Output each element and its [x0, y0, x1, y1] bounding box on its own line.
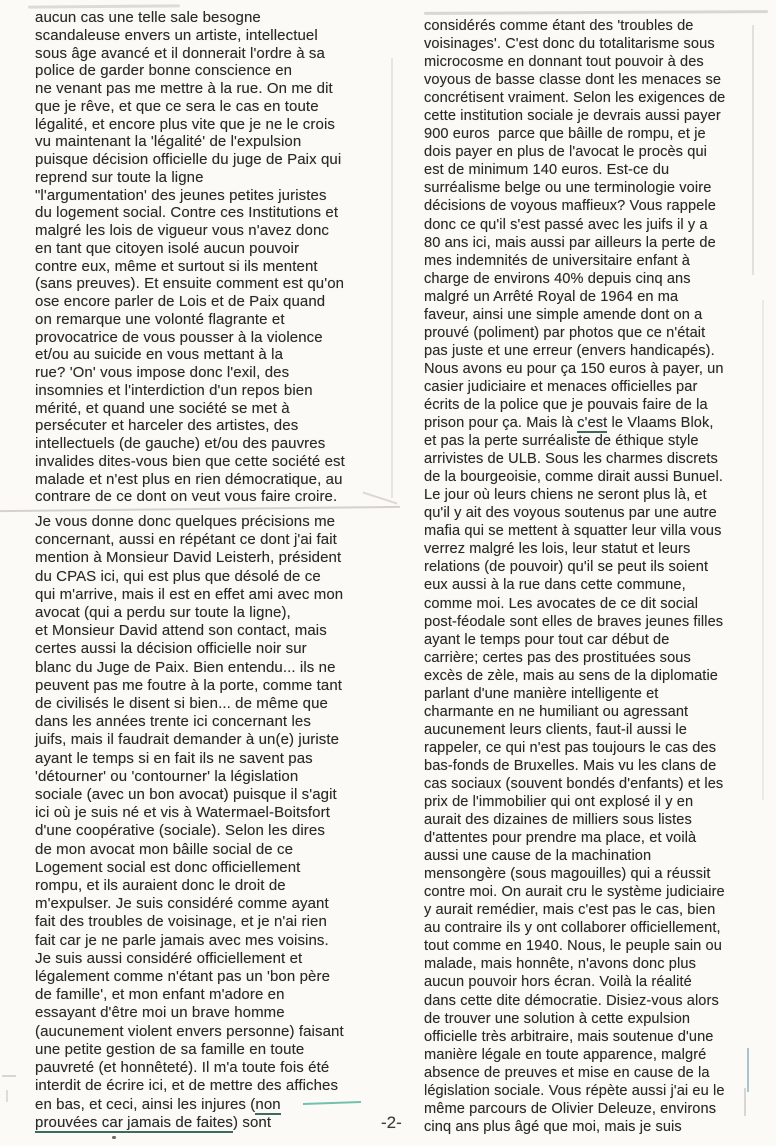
text-line: qu'il y ait des voyous soutenus par une autre — [424, 505, 717, 522]
scan-strip-edge-middle — [391, 58, 393, 498]
text-line: persécuter et harceler des artistes, des — [35, 417, 299, 435]
scan-strip-edge-right-top — [752, 25, 754, 275]
text-line: on remarque une volonté flagrante et — [35, 310, 285, 328]
text-line: (sans preuves). Et ensuite comment est qu'on — [35, 275, 345, 293]
text-line: verrez malgré les lois, leur statut et leurs — [424, 541, 691, 558]
text-line: et pas la perte surréaliste de éthique style — [424, 433, 699, 450]
text-line: avocat (qui a perdu sur toute la ligne), — [35, 604, 291, 622]
text-line: ose encore parler de Lois et de Paix quand — [35, 293, 326, 310]
scan-edge-streak-top-right — [424, 10, 768, 15]
text-line: de mon avocat mon bâille social de ce — [35, 840, 294, 858]
page-number: -2- — [381, 1113, 402, 1132]
text-line: peuvent pas me foutre à la porte, comme tant — [35, 676, 343, 694]
text-line: écrits de la police que je pouvais faire de la — [424, 396, 708, 413]
text-line: contre eux, même et surtout si ils mentent — [35, 257, 318, 275]
text-line: prouvé (poliment) par photos que ce n'était — [424, 324, 706, 341]
text-line: ici où je suis né et vis à Watermael-Boitsfort — [35, 804, 330, 822]
text-line: eux aussi à la rue dans cette commune, — [424, 577, 686, 594]
text-line: qui m'arrive, mais il est en effet ami avec mon — [35, 585, 344, 603]
text-line: Je vous donne donc quelques précisions me — [35, 513, 336, 530]
scan-strip-edge-right-bottom — [744, 1088, 746, 1116]
text-line: comme moi. Les avocates de ce dit social — [424, 595, 699, 612]
text-line: ayant le temps si en fait ils ne savent pas — [35, 749, 313, 767]
text-line: reprend sur toute la ligne — [35, 168, 204, 186]
paragraph-block — [35, 9, 345, 506]
text-line: Le jour où leurs chiens ne seront plus là, et — [424, 487, 707, 504]
text-line: intellectuels (de gauche) et/ou des pauvres — [35, 435, 326, 452]
text-line: voisinages'. C'est donc du totalitarisme sous — [424, 36, 715, 53]
text-line: malgré un Arrêté Royal de 1964 en ma — [424, 288, 679, 305]
text-line: même parcours de Olivier Deleuze, environs — [424, 1100, 717, 1117]
right-column — [424, 17, 725, 1136]
text-line: faveur, ainsi une simple amende dont on a — [424, 306, 703, 323]
text-line: rompu, et ils auraient donc le droit de — [35, 877, 286, 895]
text-line: aucunement leurs clients, faut-il aussi le — [424, 721, 687, 738]
text-line: ayant le temps pour tout car début de — [424, 631, 670, 648]
text-line: du CPAS ici, qui est plus que désolé de ce — [35, 567, 321, 585]
text-line: carrière; certes pas des prostituées sous — [424, 649, 691, 666]
text-line: surréalisme belge ou une terminologie voire — [424, 180, 712, 197]
text-line: en bas, et ceci, ainsi les injures (non — [35, 1095, 281, 1113]
text-line: relations (de pouvoir) qu'il se peut ils soient — [424, 559, 709, 576]
text-line: cette institution sociale je devrais aussi payer — [424, 108, 721, 125]
text-line: interdit de écrire ici, et de mettre des affiches — [35, 1077, 339, 1095]
text-line: bas-fonds de Bruxelles. Mais vu les clans de — [424, 757, 717, 774]
text-line: microcosme en donnant tout pouvoir à des — [424, 54, 704, 71]
text-line: fait car je ne parle jamais avec mes voisins. — [35, 931, 329, 949]
text-line: prouvées car jamais de faites) sont — [35, 1113, 272, 1131]
text-line: post-féodale sont elles de braves jeunes filles — [424, 613, 724, 630]
text-line: de famille', et mon enfant m'adore en — [35, 986, 285, 1004]
text-line: arrivistes de ULB. Sous les charmes discrets — [424, 451, 718, 468]
text-line: 80 ans ici, mais aussi par ailleurs la perte de — [424, 234, 716, 251]
text-line: tout comme en 1940. Nous, le peuple sain ou — [424, 938, 722, 955]
text-line: de trouver une solution à cette expulsion — [424, 1010, 691, 1027]
text-line: décisions de voyous maffieux? Vous rappele — [424, 198, 716, 215]
text-line: de civilisés le disent si bien... de même que — [35, 695, 328, 713]
left-column — [35, 9, 345, 1132]
text-line: malade et n'est plus en rien démocratique, au — [35, 470, 343, 488]
text-line: fait des troubles de voisinage, et je n'ai rien — [35, 913, 327, 931]
text-line: "l'argumentation' des jeunes petites juristes — [35, 186, 327, 204]
text-line: dans les années trente ici concernant les — [35, 713, 311, 731]
text-line: donc ce qu'il s'est passé avec les juifs il y a — [424, 216, 708, 233]
text-line: absence de preuves et mise en cause de la — [424, 1064, 710, 1081]
text-line: mes indemnités de universitaire enfant à — [424, 252, 691, 269]
text-line: Je suis aussi considéré officiellement et — [35, 949, 303, 967]
scan-edge-streak-top-left — [28, 4, 180, 8]
scan-strip-edge-right-mid — [762, 300, 764, 800]
paragraph-block — [424, 17, 725, 1136]
text-line: Logement social est donc officiellement — [35, 858, 301, 876]
text-line: excès de zèle, mais au sens de la diplomatie — [424, 667, 719, 684]
text-line: invalides dites-vous bien que cette société est — [35, 452, 345, 470]
text-line: prix de l'immobilier qui ont explosé il y en — [424, 794, 694, 811]
scan-corner-mark — [2, 1075, 16, 1077]
text-line: légalement comme n'étant pas un 'bon père — [35, 968, 331, 986]
text-line: légalité, et encore plus vite que je ne le crois — [35, 115, 335, 133]
text-line: charmante en ne humiliant ou agressant — [424, 703, 689, 720]
text-line: dans cette dite démocratie. Disiez-vous alors — [424, 992, 719, 1009]
scan-crease-hook — [363, 491, 398, 504]
text-line: insomnies et l'interdiction d'un repos bien — [35, 381, 313, 399]
text-line: une petite gestion de sa famille en toute — [35, 1040, 305, 1058]
text-line: rue? 'On' vous impose donc l'exil, des — [35, 364, 290, 381]
scan-pen-mark-vertical — [747, 1048, 749, 1092]
text-line: aucun pouvoir hors écran. Voilà la réalité — [424, 974, 692, 991]
text-line: prison pour ça. Mais là c'est le Vlaams Blok, — [424, 415, 714, 432]
text-line: (aucunement violent envers personne) faisant — [35, 1022, 344, 1040]
text-line: voyous de basse classe dont les menaces se — [424, 72, 722, 89]
text-line: sociale (avec un bon avocat) puisque il s'agit — [35, 786, 337, 804]
text-line: manière légale en toute apparence, malgré — [424, 1046, 707, 1063]
text-line: contre moi. On aurait cru le système judiciaire — [424, 884, 725, 901]
text-line: malgré les lois de vigueur vous n'avez donc — [35, 222, 329, 239]
text-line: provocatrice de vous pousser à la violence — [35, 328, 323, 346]
text-line: considérés comme étant des 'troubles de — [424, 18, 694, 34]
text-line: officielle très arbitraire, mais soutenue d'une — [424, 1028, 714, 1045]
text-line: vu maintenant la 'légalité' de l'expulsion — [35, 133, 302, 151]
text-line: police de garder bonne conscience en — [35, 62, 293, 80]
paragraph-block — [35, 513, 345, 1132]
text-line: m'expulser. Je suis considéré comme ayant — [35, 895, 329, 913]
text-line: que je rêve, et que ce sera le cas en toute — [35, 97, 319, 115]
text-line: concrétisent vraiment. Selon les exigences de — [424, 90, 726, 107]
text-line: mention à Monsieur David Leisterh, président — [35, 549, 342, 567]
text-line: cas sociaux (souvent bondés d'enfants) et les — [424, 775, 724, 792]
text-line: blanc du Juge de Paix. Bien entendu... ils ne — [35, 658, 336, 676]
text-line: mérité, et quand une société se met à — [35, 399, 290, 417]
text-line: est de minimum 140 euros. Est-ce du — [424, 162, 670, 179]
text-line: mafia qui se mettent à squatter leur villa vous — [424, 523, 722, 540]
scan-corner-mark — [6, 1090, 8, 1102]
text-line: 900 euros parce que bâille de rompu, et je — [424, 126, 706, 143]
text-line: 'détourner' ou 'contourner' la législation — [35, 767, 299, 785]
underlined-text: non — [255, 1095, 281, 1113]
text-line: aurait des dizaines de milliers sous listes — [424, 812, 692, 829]
text-line: et/ou au suicide en vous mettant à la — [35, 346, 284, 364]
text-line: pauvreté (et honnêteté). Il m'a toute fois été — [35, 1059, 330, 1077]
text-line: cinq ans plus âgé que moi, mais je suis — [424, 1118, 682, 1135]
text-line: d'attentes pour prendre ma place, et voilà — [424, 830, 697, 847]
underlined-text: prouvées car jamais de faites — [35, 1113, 233, 1131]
text-line: concernant, aussi en répétant ce dont j'ai fait — [35, 531, 337, 549]
text-line: contrare de ce dont on veut vous faire croire. — [35, 488, 338, 506]
text-line: sous âge avancé et il donnerait l'ordre à sa — [35, 44, 325, 62]
text-line: en tant que citoyen isolé aucun pouvoir — [35, 239, 300, 257]
text-line: au contraire ils y ont collaborer officiellement, — [424, 920, 721, 937]
text-line: charge de environs 40% depuis cinq ans — [424, 270, 691, 287]
text-line: casier judiciaire et menaces officielles par — [424, 378, 698, 395]
underlined-text: c'est — [577, 415, 608, 432]
text-line: certes aussi la décision officielle noir sur — [35, 640, 307, 658]
text-line: et Monsieur David attend son contact, mais — [35, 622, 327, 640]
text-line: scandaleuse envers un artiste, intellectuel — [35, 26, 318, 44]
text-line: rappeler, ce qui n'est pas toujours le cas des — [424, 739, 717, 756]
text-line: essayant d'être moi un brave homme — [35, 1004, 285, 1022]
text-line: juifs, mais il faudrait demander à un(e) juriste — [35, 731, 340, 749]
text-line: ne venant pas me mettre à la rue. On me dit — [35, 80, 333, 97]
text-line: législation sociale. Vous répète aussi j'ai eu le — [424, 1082, 725, 1099]
text-line: d'une coopérative (sociale). Selon les dires — [35, 822, 325, 840]
text-line: parlant d'une manière intelligente et — [424, 685, 659, 702]
text-line: aussi une cause de la machination — [424, 848, 652, 865]
text-line: dois payer en plus de l'avocat le procès qui — [424, 144, 708, 161]
text-line: du logement social. Contre ces Institutions et — [35, 204, 339, 222]
text-line: malade, mais honnête, n'avons donc plus — [424, 956, 696, 973]
text-line: puisque décision officielle du juge de Paix qui — [35, 151, 342, 168]
text-line: pas juste et une erreur (envers handicapés). — [424, 342, 715, 359]
text-line: Nous avons eu pour ça 150 euros à payer, un — [424, 360, 724, 377]
scan-speck — [112, 1136, 116, 1139]
text-line: de la bourgeoisie, comme dirait aussi Bunuel. — [424, 469, 723, 486]
text-line: y aurait remédier, mais c'est pas le cas, bien — [424, 902, 716, 919]
text-line: aucun cas une telle sale besogne — [35, 9, 261, 26]
text-line: mensongère (sous magouilles) qui a réussit — [424, 866, 711, 883]
